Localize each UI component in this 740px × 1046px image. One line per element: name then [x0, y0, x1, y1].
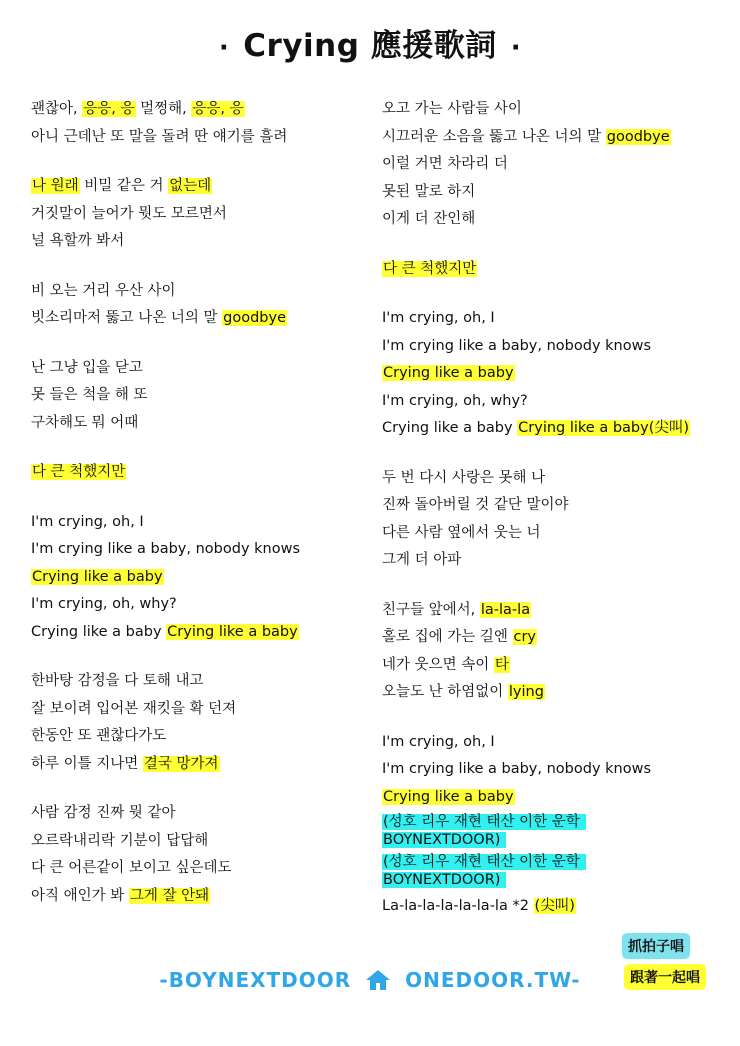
lyric-text: 아니 근데난 또 말을 돌려 딴 얘기를 흘려	[31, 128, 288, 145]
lyric-text: I'm crying, oh, I	[31, 513, 144, 530]
lyric-line	[31, 305, 371, 333]
lyric-line	[31, 382, 371, 410]
lyric-text: I'm crying, oh, I	[382, 310, 495, 326]
lyric-text: I'm crying, oh, I	[382, 733, 495, 750]
highlighted-lyric: 다 큰 척했지만	[32, 464, 126, 480]
highlighted-lyric: 그게 잘 안돼	[129, 887, 210, 904]
highlighted-lyric: 다 큰 척했지만	[383, 260, 477, 277]
lyric-text: I'm crying, oh, why?	[382, 392, 528, 409]
member-call-1-line-1: (성호 리우 재현 태산 이한 운학	[382, 814, 586, 830]
lyric-line	[382, 492, 722, 520]
lyric-line	[382, 360, 722, 388]
highlighted-lyric: Crying like a baby	[32, 568, 163, 585]
member-call-block-2	[382, 853, 722, 889]
member-call-2-line-2: BOYNEXTDOOR)	[382, 872, 506, 888]
lyric-line	[382, 96, 722, 124]
lyric-text: 시끄러운 소음을 뚫고 나온 너의 말	[382, 128, 606, 145]
highlighted-lyric: 응응, 응	[83, 101, 135, 117]
lyric-line	[31, 96, 371, 124]
highlighted-lyric: la-la-la	[480, 601, 531, 618]
lyric-line	[382, 547, 722, 575]
lyric-line	[382, 256, 722, 284]
lyric-text: 오늘도 난 하염없이	[382, 684, 508, 700]
lyric-text: I'm crying, oh, why?	[31, 596, 177, 612]
stanza-gap	[382, 283, 722, 305]
lyric-text: 이럴 거면 차라리 더	[382, 156, 508, 172]
lyric-text: 거짓말이 늘어가 뭣도 모르면서	[31, 205, 227, 222]
stanza-gap	[31, 778, 371, 800]
stanza-gap	[31, 437, 371, 459]
highlighted-lyric: Crying like a baby	[167, 623, 298, 640]
lyric-text: 이게 더 잔인해	[382, 211, 476, 227]
lyric-text: 사람 감정 진짜 뭣 같아	[31, 805, 176, 821]
last-lyric-line	[382, 893, 722, 921]
member-call-block-1	[382, 813, 722, 849]
lyric-text: Crying like a baby	[382, 420, 518, 436]
lyric-line	[31, 591, 371, 619]
page-title	[0, 20, 740, 65]
lyric-line	[31, 355, 371, 383]
lyric-text: 빗소리마저 뚫고 나온 너의 말	[31, 310, 223, 326]
lyric-text: 아직 애인가 봐	[31, 887, 129, 904]
footer-brand	[0, 968, 740, 992]
stanza-gap	[31, 487, 371, 509]
highlighted-lyric: lying	[508, 684, 544, 700]
lyric-line	[31, 828, 371, 856]
lyric-line	[382, 756, 722, 784]
lyric-line	[31, 751, 371, 779]
lyric-text: 오고 가는 사람들 사이	[382, 101, 522, 117]
lyric-line	[382, 784, 722, 812]
lyric-text: 다 큰 어른같이 보이고 싶은데도	[31, 860, 232, 876]
lyric-line	[31, 173, 371, 201]
lyric-text: I'm crying like a baby, nobody knows	[31, 541, 301, 557]
highlighted-lyric: goodbye	[606, 128, 670, 145]
lyric-text: 한바탕 감정을 다 토해 내고	[31, 673, 204, 689]
stanza-gap	[31, 646, 371, 668]
lyric-line	[382, 729, 722, 757]
right-lyric-lines	[382, 96, 722, 811]
lyric-line	[31, 883, 371, 911]
highlighted-lyric: Crying like a baby	[383, 365, 514, 381]
lyric-text: I'm crying like a baby, nobody knows	[382, 337, 652, 354]
lyrics-right-column	[382, 96, 722, 921]
legend-clap-badge: 抓拍子唱	[622, 933, 690, 959]
highlighted-lyric: 결국 망가져	[143, 755, 219, 772]
footer-left-text: -BOYNEXTDOOR	[159, 968, 352, 992]
lyric-line	[31, 228, 371, 256]
lyric-line	[382, 679, 722, 707]
highlighted-lyric: 타	[494, 656, 509, 673]
legend-sing-along-badge: 跟著一起唱	[624, 964, 706, 990]
lyric-text: 그게 더 아파	[382, 552, 462, 568]
lyric-text: 난 그냥 입을 닫고	[31, 359, 143, 376]
lyric-text: Crying like a baby	[31, 623, 167, 640]
lyric-line	[31, 696, 371, 724]
stanza-gap	[31, 256, 371, 278]
lyric-line	[31, 410, 371, 438]
highlighted-lyric: Crying like a baby	[383, 788, 514, 805]
lyric-text: 괜찮아,	[31, 101, 83, 117]
lyric-line	[382, 415, 722, 443]
highlighted-lyric: cry	[513, 629, 537, 645]
lyric-line	[382, 151, 722, 179]
stanza-gap	[31, 151, 371, 173]
title-right-dot: ·	[510, 33, 522, 63]
lyric-line	[31, 619, 371, 647]
stanza-gap	[382, 443, 722, 465]
lyric-line	[382, 179, 722, 207]
lyric-text: 오르락내리락 기분이 답답해	[31, 832, 209, 849]
lyric-line	[382, 520, 722, 548]
lyric-text: 널 욕할까 봐서	[31, 233, 125, 249]
lyric-line	[382, 206, 722, 234]
lyric-line	[31, 459, 371, 487]
lyric-text: 비밀 같은 거	[79, 178, 169, 194]
lyric-text: 못된 말로 하지	[382, 183, 476, 200]
stanza-gap	[382, 707, 722, 729]
member-call-1-line-2: BOYNEXTDOOR)	[382, 832, 506, 848]
lyric-text: 한동안 또 괜찮다가도	[31, 728, 167, 744]
lyric-text: 두 번 다시 사랑은 못해 나	[382, 469, 546, 486]
lyric-text: 잘 보이려 입어본 재킷을 확 던져	[31, 700, 237, 717]
lyric-line	[31, 536, 371, 564]
lyric-line	[382, 624, 722, 652]
lyric-line	[31, 800, 371, 828]
lyric-line	[31, 509, 371, 537]
lyric-text: 홀로 집에 가는 길엔	[382, 629, 513, 645]
highlighted-lyric: goodbye	[223, 310, 286, 326]
title-left-dot: ·	[218, 33, 230, 63]
stanza-gap	[382, 234, 722, 256]
lyric-text: 멀쩡해,	[135, 101, 192, 117]
lyric-line	[382, 388, 722, 416]
lyric-line	[382, 124, 722, 152]
highlighted-lyric: 없는데	[169, 178, 212, 194]
lyric-text: 구차해도 뭐 어때	[31, 414, 139, 431]
lyric-line	[31, 668, 371, 696]
footer-right-text: ONEDOOR.TW-	[405, 968, 581, 992]
lyric-text: 진짜 돌아버릴 것 같단 말이야	[382, 497, 569, 513]
lyric-text: I'm crying like a baby, nobody knows	[382, 761, 652, 777]
lyric-text: 비 오는 거리 우산 사이	[31, 282, 176, 299]
member-call-2-line-1: (성호 리우 재현 태산 이한 운학	[382, 854, 586, 870]
lyric-line	[382, 305, 722, 333]
lyric-line	[31, 564, 371, 592]
lyric-text: 네가 웃으면 속이	[382, 656, 494, 673]
lyric-line	[382, 333, 722, 361]
last-line-text: La-la-la-la-la-la-la *2	[382, 898, 534, 914]
lyric-line	[31, 124, 371, 152]
lyric-line	[382, 465, 722, 493]
lyric-text: 못 들은 척을 해 또	[31, 387, 148, 403]
lyric-line	[31, 723, 371, 751]
last-line-tag: (尖叫)	[534, 898, 575, 914]
highlighted-lyric: 응응, 응	[192, 101, 244, 117]
lyrics-left-column	[31, 96, 371, 910]
stanza-gap	[31, 333, 371, 355]
highlighted-lyric: Crying like a baby(尖叫)	[518, 420, 690, 436]
home-icon	[365, 969, 391, 991]
lyric-text: 다른 사람 옆에서 웃는 너	[382, 524, 541, 541]
title-text: Crying 應援歌詞	[243, 28, 497, 64]
lyric-text: 친구들 앞에서,	[382, 601, 480, 618]
lyric-line	[382, 597, 722, 625]
lyric-line	[31, 855, 371, 883]
lyric-line	[382, 652, 722, 680]
highlighted-lyric: 나 원래	[32, 178, 79, 194]
lyric-text: 하루 이틀 지나면	[31, 755, 143, 772]
lyric-line	[31, 201, 371, 229]
stanza-gap	[382, 575, 722, 597]
lyric-line	[31, 278, 371, 306]
